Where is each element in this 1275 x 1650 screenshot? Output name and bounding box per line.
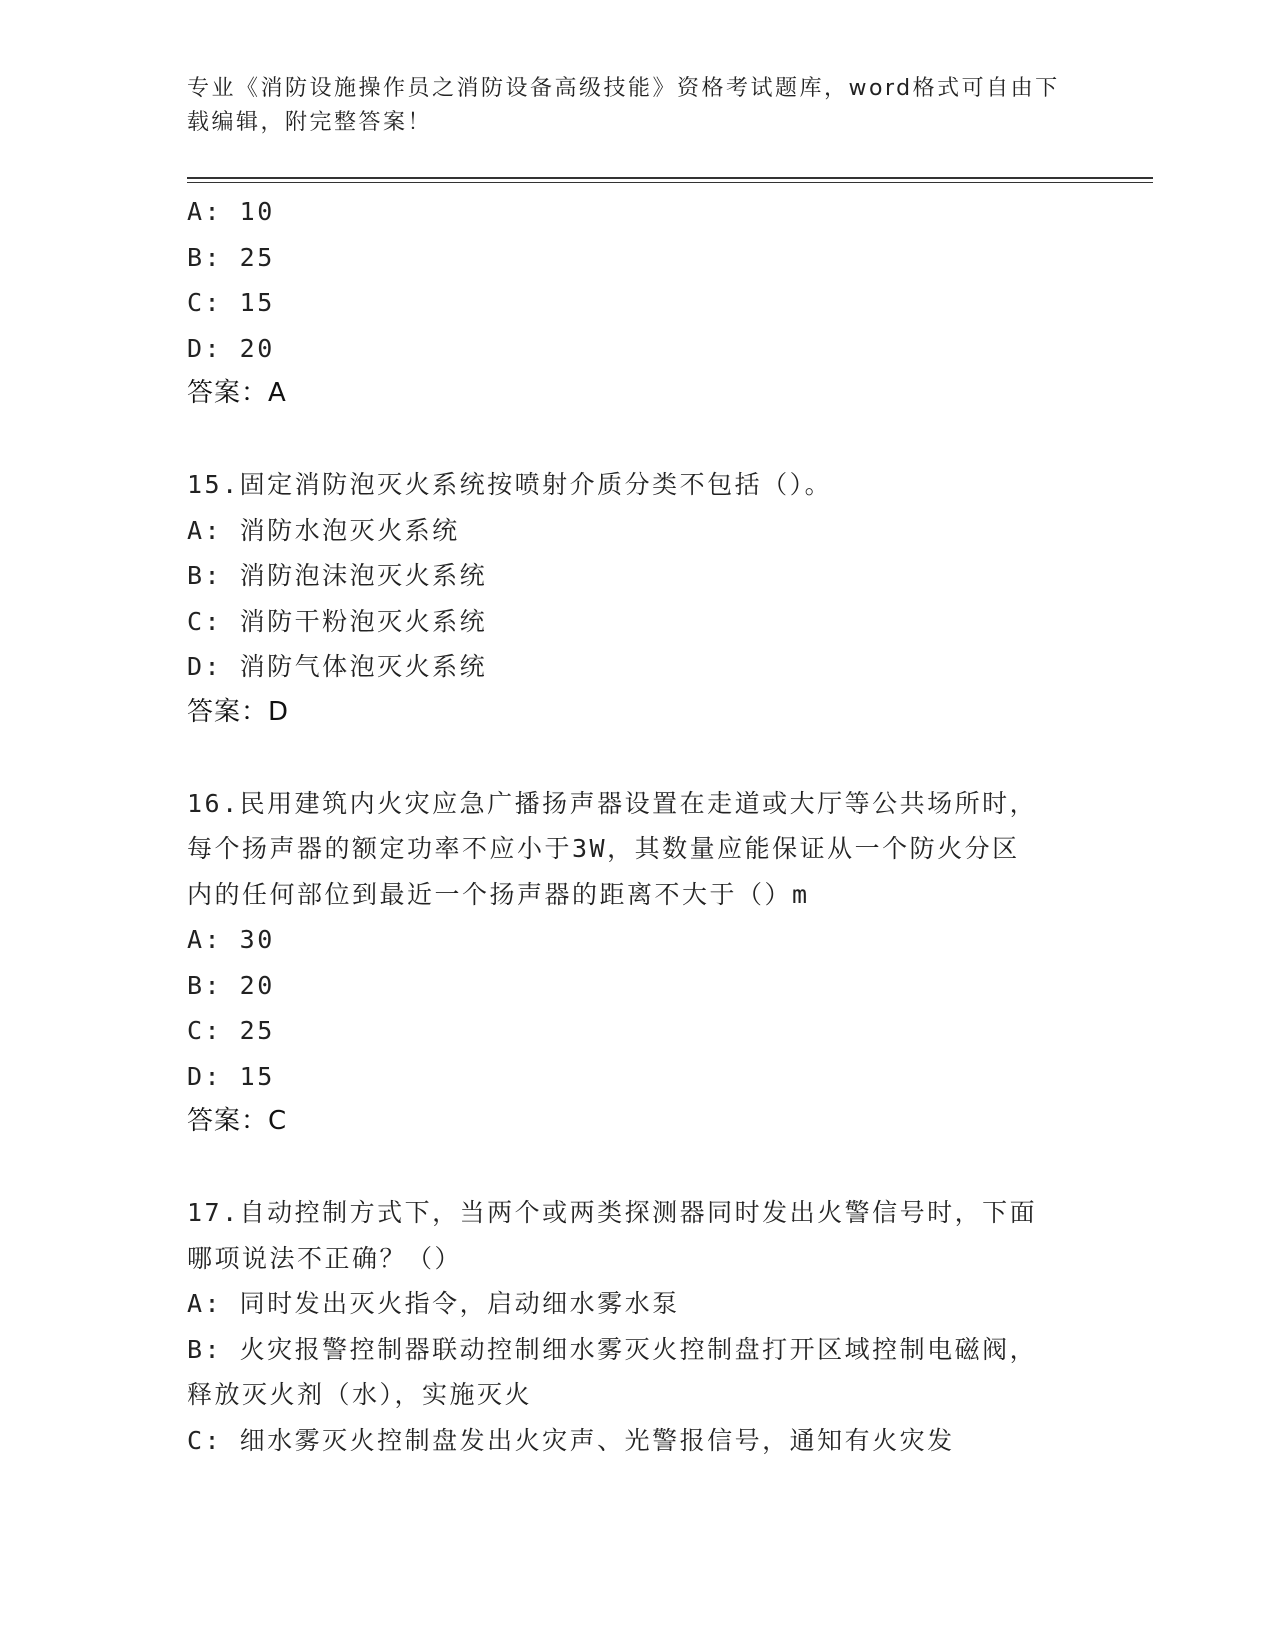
question-stem-line: 17.自动控制方式下，当两个或两类探测器同时发出火警信号时，下面 [187, 1198, 1038, 1227]
answer-line: 答案：D [187, 696, 290, 727]
option-a: A: 同时发出灭火指令，启动细水雾水泵 [187, 1289, 680, 1318]
question-stem-line: 16.民用建筑内火灾应急广播扬声器设置在走道或大厅等公共场所时， [187, 788, 1038, 818]
header-line-1: 专业《消防设施操作员之消防设备高级技能》资格考试题库，word格式可自由下 [187, 76, 1060, 101]
option-c: C: 细水雾灭火控制盘发出火灾声、光警报信号，通知有火灾发 [187, 1425, 955, 1455]
answer-line: 答案：A [187, 378, 287, 408]
option-b: B: 25 [187, 242, 275, 272]
option-c: C: 25 [187, 1016, 275, 1045]
option-d: D: 消防气体泡灭火系统 [187, 652, 488, 681]
spacer [187, 1145, 1087, 1191]
option-b: B: 消防泡沫泡灭火系统 [187, 561, 488, 590]
question-16 [187, 781, 1087, 1145]
question-list [187, 189, 1087, 1463]
question-15 [187, 462, 1087, 735]
question-stem-line: 哪项说法不正确？（） [187, 1243, 463, 1273]
document-header [187, 72, 1067, 140]
option-d: D: 15 [187, 1061, 275, 1091]
spacer [187, 417, 1087, 463]
header-rule-thin [187, 182, 1153, 183]
option-d: D: 20 [187, 333, 275, 363]
option-c: C: 15 [187, 288, 275, 317]
option-b: B: 火灾报警控制器联动控制细水雾灭火控制盘打开区域控制电磁阀， [187, 1334, 1038, 1364]
option-a: A: 10 [187, 197, 275, 226]
answer-line: 答案：C [187, 1106, 288, 1136]
option-b-continued: 释放灭火剂（水），实施灭火 [187, 1380, 533, 1409]
question-stem-line: 每个扬声器的额定功率不应小于3W，其数量应能保证从一个防火分区 [187, 834, 1020, 863]
question-stem-line: 内的任何部位到最近一个扬声器的距离不大于（）m [187, 879, 810, 909]
question-stem-line: 15.固定消防泡灭火系统按喷射介质分类不包括（）。 [187, 470, 833, 499]
option-b: B: 20 [187, 970, 275, 1000]
spacer [187, 735, 1087, 781]
question-17 [187, 1190, 1087, 1463]
option-a: A: 30 [187, 925, 275, 954]
option-a: A: 消防水泡灭火系统 [187, 515, 460, 545]
question-14 [187, 189, 1087, 417]
header-rule-thick [187, 177, 1153, 179]
option-c: C: 消防干粉泡灭火系统 [187, 606, 488, 636]
header-line-2: 载编辑，附完整答案！ [187, 110, 433, 135]
